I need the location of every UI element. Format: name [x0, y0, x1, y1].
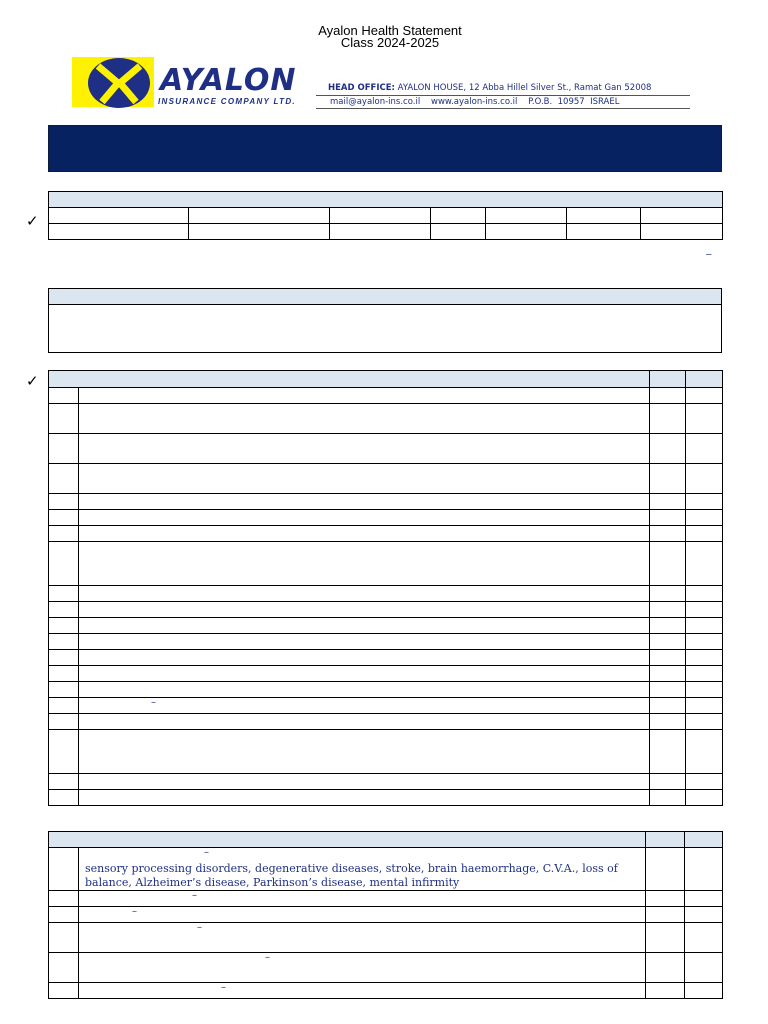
- yes-box[interactable]: [650, 698, 686, 714]
- no-box[interactable]: [686, 388, 723, 404]
- details-table: [48, 191, 723, 240]
- logo-emblem-icon: [88, 58, 150, 108]
- contact-email: mail@ayalon-ins.co.il: [330, 97, 421, 107]
- q-text: [79, 586, 650, 602]
- yes-box[interactable]: [650, 494, 686, 510]
- contact-line: [330, 97, 619, 107]
- yes-box[interactable]: [650, 586, 686, 602]
- q-num: [49, 434, 79, 464]
- yes-box[interactable]: [646, 907, 685, 923]
- q-num: [49, 510, 79, 526]
- q-text: [79, 983, 646, 999]
- no-box[interactable]: [685, 953, 723, 983]
- details-label-cell: [189, 208, 330, 224]
- details-input-cell[interactable]: [567, 224, 641, 240]
- details-label-cell: [330, 208, 431, 224]
- q-num: [49, 404, 79, 434]
- q-num: [49, 983, 79, 999]
- q-num: [49, 682, 79, 698]
- no-box[interactable]: [686, 602, 723, 618]
- details-label-cell: [486, 208, 567, 224]
- q-num: [49, 714, 79, 730]
- pob-number: 10957: [557, 97, 585, 107]
- q-text: [79, 434, 650, 464]
- yes-box[interactable]: [650, 542, 686, 586]
- yes-box[interactable]: [646, 983, 685, 999]
- details-input-cell[interactable]: [641, 224, 723, 240]
- details-label-cell: [641, 208, 723, 224]
- q-text: [79, 848, 646, 891]
- address-rule-bottom: [316, 108, 690, 109]
- q-num: [49, 464, 79, 494]
- details-input-cell[interactable]: [49, 224, 189, 240]
- pob-label: P.O.B.: [528, 97, 553, 107]
- details-header: [49, 192, 723, 208]
- q-text: [79, 494, 650, 510]
- no-box[interactable]: [685, 907, 723, 923]
- form-class: Class 2024-2025: [340, 35, 440, 50]
- details-label-cell: [49, 208, 189, 224]
- no-box[interactable]: [686, 698, 723, 714]
- q-num: [49, 618, 79, 634]
- no-box[interactable]: [685, 891, 723, 907]
- check-mark-icon: ✓: [26, 372, 39, 390]
- yes-box[interactable]: [650, 618, 686, 634]
- yes-box[interactable]: [646, 953, 685, 983]
- no-box[interactable]: [686, 464, 723, 494]
- no-box[interactable]: [685, 983, 723, 999]
- q-text: [79, 953, 646, 983]
- no-box[interactable]: [686, 730, 723, 774]
- yes-box[interactable]: [650, 634, 686, 650]
- details-input-cell[interactable]: [330, 224, 431, 240]
- country: ISRAEL: [590, 97, 620, 107]
- q-text: [79, 891, 646, 907]
- q-num: [49, 923, 79, 953]
- no-box[interactable]: [686, 774, 723, 790]
- q-text: [79, 714, 650, 730]
- dash-mark: –: [204, 847, 209, 858]
- yes-box[interactable]: [650, 650, 686, 666]
- q-text: [79, 907, 646, 923]
- questions-table-a: [48, 370, 723, 806]
- notes-input[interactable]: [49, 305, 722, 353]
- no-box[interactable]: [686, 434, 723, 464]
- yes-header: [646, 832, 685, 848]
- no-box[interactable]: [686, 666, 723, 682]
- questions-table-b: [48, 831, 723, 999]
- q-num: [49, 790, 79, 806]
- q-num: [49, 526, 79, 542]
- dash-mark: –: [151, 697, 156, 708]
- q-num: [49, 666, 79, 682]
- dash-mark: –: [132, 906, 137, 917]
- no-box[interactable]: [685, 923, 723, 953]
- no-header: [686, 371, 723, 388]
- dash-mark: –: [192, 890, 197, 901]
- q-num: [49, 388, 79, 404]
- no-box[interactable]: [686, 586, 723, 602]
- q-text: [79, 682, 650, 698]
- yes-box[interactable]: [650, 730, 686, 774]
- q-num: [49, 542, 79, 586]
- q-num: [49, 586, 79, 602]
- no-box[interactable]: [686, 790, 723, 806]
- yes-box[interactable]: [646, 923, 685, 953]
- q-text: [79, 404, 650, 434]
- contact-web: www.ayalon-ins.co.il: [431, 97, 518, 107]
- no-box[interactable]: [685, 848, 723, 891]
- yes-box[interactable]: [650, 404, 686, 434]
- head-office-address: AYALON HOUSE, 12 Abba Hillel Silver St., Ramat Gan 52008: [397, 83, 652, 93]
- details-input-cell[interactable]: [189, 224, 330, 240]
- yes-box[interactable]: [650, 464, 686, 494]
- q-num: [49, 730, 79, 774]
- q-text-content: sensory processing disorders, degenerative diseases, stroke, brain haemorrhage, C.V.A., loss of balance, Alzheimer’s disease, Parkinson’s disease, mental infirmity: [85, 862, 618, 889]
- details-input-cell[interactable]: [486, 224, 567, 240]
- yes-box[interactable]: [650, 714, 686, 730]
- yes-box[interactable]: [646, 891, 685, 907]
- q-num: [49, 698, 79, 714]
- yes-box[interactable]: [650, 602, 686, 618]
- no-box[interactable]: [686, 526, 723, 542]
- no-box[interactable]: [686, 714, 723, 730]
- logo-tagline: INSURANCE COMPANY LTD.: [158, 97, 296, 106]
- q-text: [79, 542, 650, 586]
- q-text: [79, 388, 650, 404]
- details-label-cell: [567, 208, 641, 224]
- no-box[interactable]: [686, 682, 723, 698]
- yes-box[interactable]: [650, 790, 686, 806]
- no-box[interactable]: [686, 650, 723, 666]
- form-title: Ayalon Health Statement: [318, 23, 462, 38]
- q-num: [49, 650, 79, 666]
- no-header: [685, 832, 723, 848]
- q-num: [49, 953, 79, 983]
- questions-header: [49, 832, 646, 848]
- no-box[interactable]: [686, 542, 723, 586]
- notes-table: [48, 288, 722, 353]
- q-num: [49, 634, 79, 650]
- q-text: [79, 666, 650, 682]
- head-office-line: [328, 83, 651, 93]
- q-text: [79, 602, 650, 618]
- no-box[interactable]: [686, 494, 723, 510]
- q-text: [79, 618, 650, 634]
- q-text: [79, 698, 650, 714]
- details-input-cell[interactable]: [431, 224, 486, 240]
- dash-mark: –: [197, 922, 202, 933]
- notes-header: [49, 289, 722, 305]
- address-rule-top: [316, 95, 690, 96]
- yes-box[interactable]: [650, 510, 686, 526]
- details-label-cell: [431, 208, 486, 224]
- q-text: [79, 774, 650, 790]
- q-text: [79, 790, 650, 806]
- q-text: [79, 526, 650, 542]
- q-text: [79, 510, 650, 526]
- logo-name: AYALON: [160, 63, 297, 98]
- q-num: [49, 907, 79, 923]
- dash-mark: –: [706, 249, 712, 260]
- dash-mark: –: [221, 982, 226, 993]
- head-office-label: HEAD OFFICE:: [328, 83, 395, 93]
- q-text: [79, 650, 650, 666]
- check-mark-icon: ✓: [26, 212, 39, 230]
- q-num: [49, 602, 79, 618]
- yes-box[interactable]: [650, 388, 686, 404]
- yes-box[interactable]: [650, 666, 686, 682]
- no-box[interactable]: [686, 404, 723, 434]
- q-text: [79, 923, 646, 953]
- q-num: [49, 494, 79, 510]
- yes-box[interactable]: [650, 526, 686, 542]
- yes-box[interactable]: [646, 848, 685, 891]
- yes-box[interactable]: [650, 774, 686, 790]
- yes-box[interactable]: [650, 434, 686, 464]
- no-box[interactable]: [686, 618, 723, 634]
- no-box[interactable]: [686, 634, 723, 650]
- section-banner: [48, 125, 722, 172]
- questions-header: [49, 371, 650, 388]
- q-num: [49, 774, 79, 790]
- dash-mark: –: [265, 952, 270, 963]
- q-num: [49, 848, 79, 891]
- yes-box[interactable]: [650, 682, 686, 698]
- q-text: [79, 730, 650, 774]
- q-text: [79, 464, 650, 494]
- yes-header: [650, 371, 686, 388]
- no-box[interactable]: [686, 510, 723, 526]
- q-num: [49, 891, 79, 907]
- q-text: [79, 634, 650, 650]
